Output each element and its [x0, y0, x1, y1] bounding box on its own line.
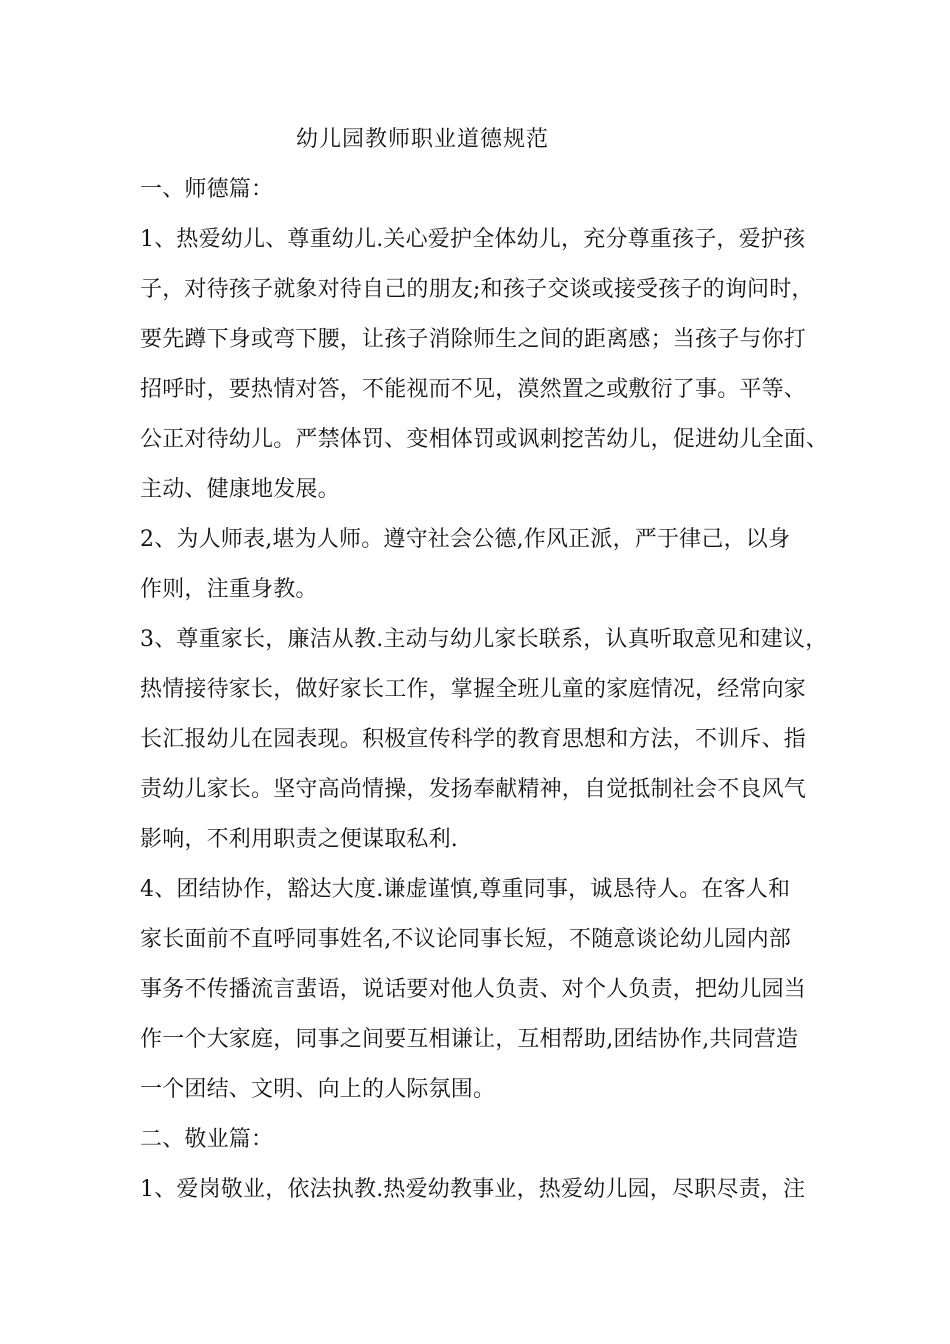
paragraph-line: 责幼儿家长。坚守高尚情操，发扬奉献精神，自觉抵制社会不良风气	[140, 777, 807, 802]
document-title: 幼儿园教师职业道德规范	[296, 127, 550, 152]
paragraph-line: 一个团结、文明、向上的人际氛围。	[140, 1077, 496, 1102]
paragraph-line: 2、为人师表,堪为人师。遵守社会公德,作风正派，严于律己，以身	[140, 527, 791, 552]
paragraph-line: 影响，不利用职责之便谋取私利.	[140, 827, 458, 852]
paragraph-line: 4、团结协作，豁达大度.谦虚谨慎,尊重同事，诚恳待人。在客人和	[140, 877, 791, 902]
paragraph-line: 3、尊重家长，廉洁从教.主动与幼儿家长联系，认真听取意见和建议，	[140, 627, 828, 652]
paragraph-line: 长汇报幼儿在园表现。积极宣传科学的教育思想和方法，不训斥、指	[140, 727, 807, 752]
paragraph-line: 子，对待孩子就象对待自己的朋友;和孩子交谈或接受孩子的询问时，	[140, 277, 814, 302]
paragraph-line: 1、热爱幼儿、尊重幼儿.关心爱护全体幼儿，充分尊重孩子，爱护孩	[140, 227, 806, 252]
paragraph-line: 热情接待家长，做好家长工作，掌握全班儿童的家庭情况，经常向家	[140, 677, 807, 702]
paragraph-line: 作一个大家庭，同事之间要互相谦让，互相帮助,团结协作,共同营造	[140, 1027, 799, 1052]
paragraph-line: 公正对待幼儿。严禁体罚、变相体罚或讽刺挖苦幼儿，促进幼儿全面、	[140, 427, 829, 452]
paragraph-line: 招呼时，要热情对答，不能视而不见，漠然置之或敷衍了事。平等、	[140, 377, 807, 402]
section-heading: 一、师德篇：	[140, 177, 274, 202]
paragraph-line: 家长面前不直呼同事姓名,不议论同事长短，不随意谈论幼儿园内部	[140, 927, 791, 952]
paragraph-line: 主动、健康地发展。	[140, 477, 340, 502]
section-heading: 二、敬业篇：	[140, 1127, 274, 1152]
paragraph-line: 作则，注重身教。	[140, 577, 318, 602]
paragraph-line: 要先蹲下身或弯下腰，让孩子消除师生之间的距离感；当孩子与你打	[140, 327, 807, 352]
paragraph-line: 1、爱岗敬业，依法执教.热爱幼教事业，热爱幼儿园，尽职尽责，注	[140, 1177, 806, 1202]
paragraph-line: 事务不传播流言蜚语，说话要对他人负责、对个人负责，把幼儿园当	[140, 977, 807, 1002]
